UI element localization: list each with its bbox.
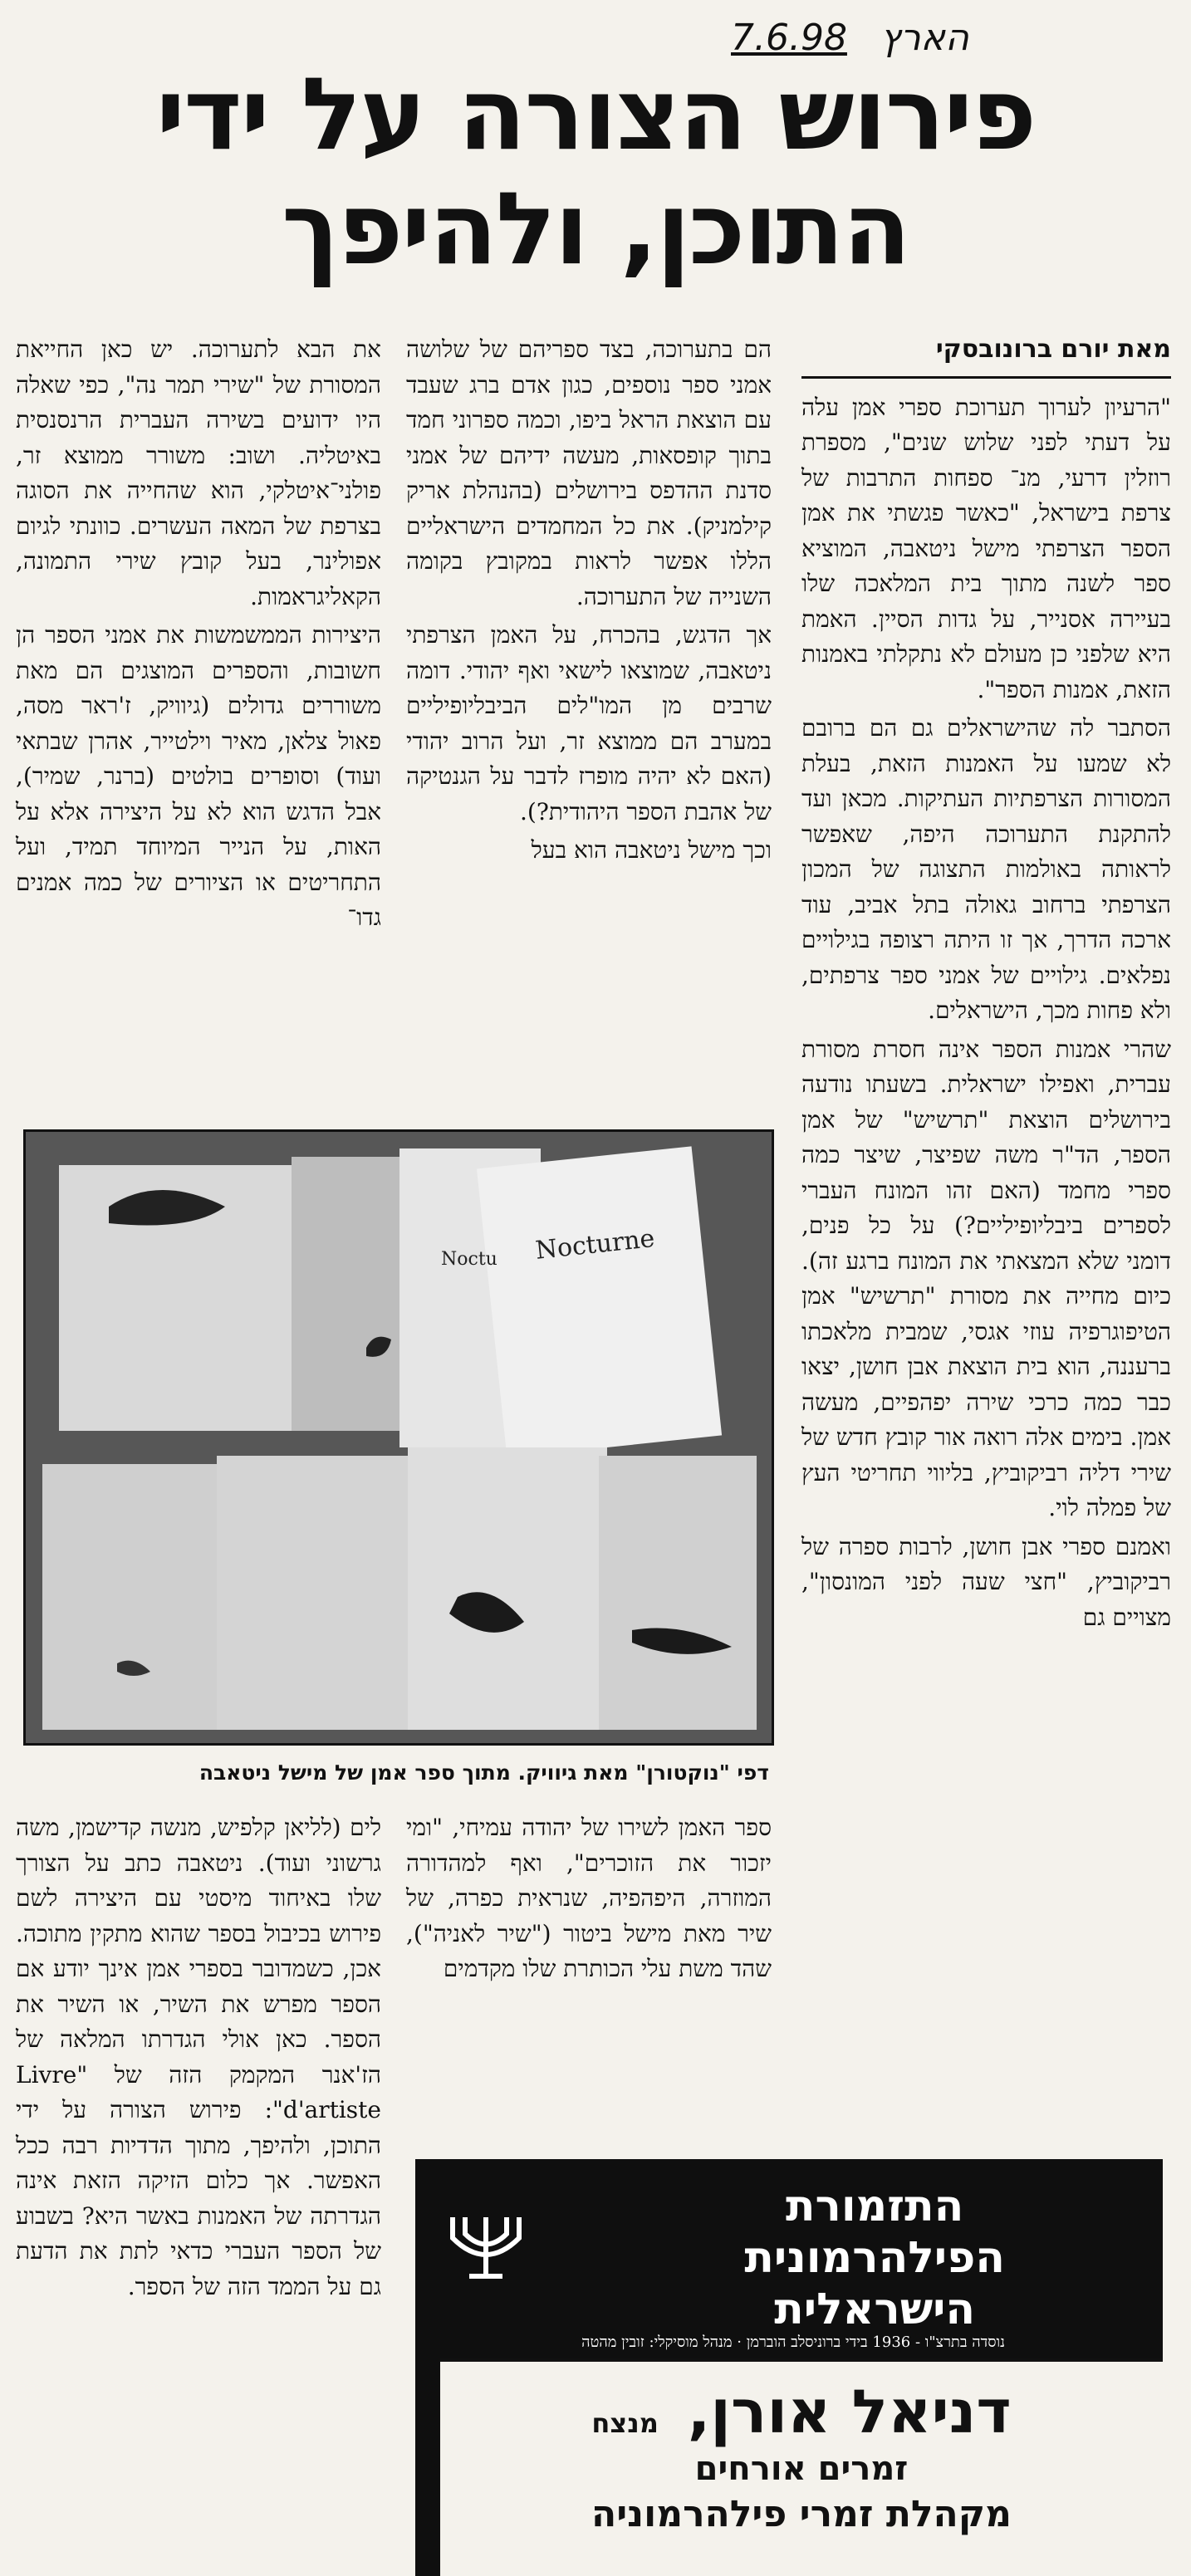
paragraph: היצירות הממשמשות את אמני הספר הן חשובות, והספרים המוצגים הם מאת משוררים גדולים (גיוויק, ז'ראר מסה, פאול צלאן, מאיר וילטייר, אהרן שבתאי ועוד) וסופרים בולטים (ברנר, שמיר), אבל הדגש הוא לא על היצירה אלא על האות, על הנייר המיוחד תמיד, ועל התחריטים או הציורים של כמה אמנים גדו־	[16, 621, 381, 931]
orchestra-name-line-2: הפילהרמונית	[744, 2233, 1005, 2283]
paragraph: אך הדגש, בהכרח, על האמן הצרפתי ניטאבה, שמוצאו לישאי ואף יהודי. דומה שרבים מן המו"לים הביבליופיליים במערב הם ממוצא זר, ועל הרוב יהודי (האם לא יהיה מופרז לדבר על הגנטיקה של אהבת הספר היהודית?).	[406, 621, 772, 825]
headline	[33, 58, 1158, 287]
headline-line-2: התוכן, ולהיפך	[282, 172, 909, 287]
conductor-name: דניאל אורן,	[687, 2377, 1012, 2446]
guest-singers: זמרים אורחים	[694, 2450, 909, 2488]
orchestra-name-line-1: התזמורת	[786, 2182, 964, 2231]
photo-page-text-2: Nocturne	[534, 1223, 656, 1266]
paragraph: הסתבר לה שהישראלים גם הם ברובם לא שמעו על האמנות הזאת, בעלת המסורות הצרפתיות העתיקות. מכאן ועד להתקנת התערוכה היפה, שאפשר לראותה באולמות התצוגה של המכון הצרפתי ברחוב גאולה בתל אביב, עוד ארכה הדרך, אך זו היתה רצופה בגילויים נפלאים. גילויים של אמני ספר צרפתים, ולא פחות מכך, הישראלים.	[801, 714, 1171, 1024]
ad-program	[440, 2358, 1163, 2576]
paragraph: "הרעיון לערוך תערוכת ספרי אמן עלה על דעתי לפני שלוש שנים", מספרת רוזלין דרעי, מנ־ ספחות התרבות של צרפת בישראל, "כאשר פגשתי את אמן הספר הצרפתי מישל ניטאבה, המוציא ספר לשנה מתוך בית המלאכה שלו בעיירה אסנייר, על גדות הסיין. האמת היא שלפני כן מעולם לא נתקלתי באמנות הזאת, אמנות הספר".	[801, 393, 1171, 703]
paragraph: הם בתערוכה, בצד ספריהם של שלושה אמני ספר נוספים, כגון אדם ברג שעבד עם הוצאת הראל ביפו, וכמה ספרוני חמד בתוך קופסאות, מעשה ידיהם של אמני סדנת ההדפס בירושלים (בהנהלת אריק קילמניק). את כל המחמדים הישראליים הללו אפשר לראות במקובץ בקומה השנייה של התערוכה.	[406, 335, 772, 610]
article-lower-column-3: לים (לליאן קלפיש, מנשה קדישמן, משה גרשוני ועוד). ניטאבה כתב על הצורך שלו באיחוד מיסטי עם היצירה לשם פירוש בכיבול בספר שהוא מתקין מתוכה. אכן, כשמדובר בספרי אמן אינך יודע אם הספר מפרש את השיר, או השיר את הספר. כאן אולי הגדרתו המלאה של הז'אנר המקמק הזה של "Livre d'artiste": פירוש הצורה על ידי התוכן, ולהיפך, מתוך הדדיות רבה ככל האפשר. אך כלום הזיקה הזאת אינה הגדרתה של האמנות באשר היא? בשבוע של הספר העברי כדאי לתת את הדעת גם על הממד הזה של הספר.	[16, 1814, 381, 2300]
photo-caption: דפי "נוקטורן" מאת גיוויק. מתוך ספר אמן של מישל ניטאבה	[198, 1761, 769, 1785]
orchestra-name-line-3: הישראלית	[774, 2285, 976, 2334]
paragraph: ואמנם ספרי אבן חושן, לרבות ספרה של רביקוביץ, "חצי שעה לפני המונסון", מצויים גם	[801, 1532, 1171, 1631]
conductor-role: מנצח	[591, 2407, 659, 2439]
paragraph: את הבא לתערוכה. יש כאן החייאת המסורת של "שירי תמר נה", כפי שאלה היו ידועים בשירה העברית הרנסנסית באיטליה. ושוב: משורר ממוצא זר, פולני־איטלקי, הוא שהחייה את הסוגה בצרפת של המאה העשרים. כוונתי לגיום אפולינר, בעל קובץ שירי התמונה, הקאליגראמות.	[16, 335, 381, 610]
concert-advertisement	[415, 2159, 1163, 2576]
orchestra-subtitle: נוסדה בתרצ"ו - 1936 בידי ברוניסלב הוברמן · מנהל מוסיקלי: זובין מהטה	[581, 2334, 1005, 2351]
publication-name: הארץ	[880, 16, 969, 59]
paragraph: שהרי אמנות הספר אינה חסרת מסורת עברית, ואפילו ישראלית. בשעתו נודעה בירושלים הוצאת "תרשיש" של אמן הספר, הד"ר משה שפיצר, שיצר כמה ספרי מחמד (האם זהו המונח העברי לספרים ביבליופיליים?) על כל פנים, דומני שלא המצאתי את המונח ברגע זה). כיום מחייה את מסורת "תרשיש" אמן הטיפוגרפיה עוזי אגסי, שמבית מלאכתו ברעננה, הוא בית הוצאת אבן חושן, יצאו כבר כמה כרכי שירה יפהפיים, מעשה אמן. בימים אלה רואה אור קובץ חדש של שירי דליה רביקוביץ, בליווי תחריטי העץ של פמלה לוי.	[801, 1035, 1171, 1521]
byline: מאת יורם ברונובסקי	[801, 332, 1171, 379]
headline-line-1: פירוש הצורה על ידי	[155, 57, 1036, 173]
paragraph: וכך מישל ניטאבה הוא בעל	[531, 836, 772, 864]
conductor	[440, 2377, 1163, 2446]
article-column-2	[406, 332, 772, 872]
article-photo	[23, 1129, 774, 1746]
menorah-icon	[440, 2201, 532, 2284]
article-column-3	[16, 332, 381, 939]
article-column-1	[801, 332, 1171, 1638]
article-lower-column-2: ספר האמן לשירו של יהודה עמיחי, "ומי יזכור את הזוכרים", ואף למהדורה המוזרה, היפהפיה, שנראית כפרה, של שיר מאת מישל ביטור ("שיר לאניה"), שהד משת עלי הכותרת שלו מקדמים	[406, 1814, 772, 1982]
photo-illustration	[26, 1132, 772, 1743]
ad-header	[415, 2159, 1163, 2367]
choir: מקהלת זמרי פילהרמוניה	[591, 2493, 1012, 2535]
orchestra-name	[744, 2181, 1005, 2335]
photo-page-text-1: Noctu	[441, 1249, 497, 1270]
clipping-date: 7.6.98	[731, 16, 847, 59]
